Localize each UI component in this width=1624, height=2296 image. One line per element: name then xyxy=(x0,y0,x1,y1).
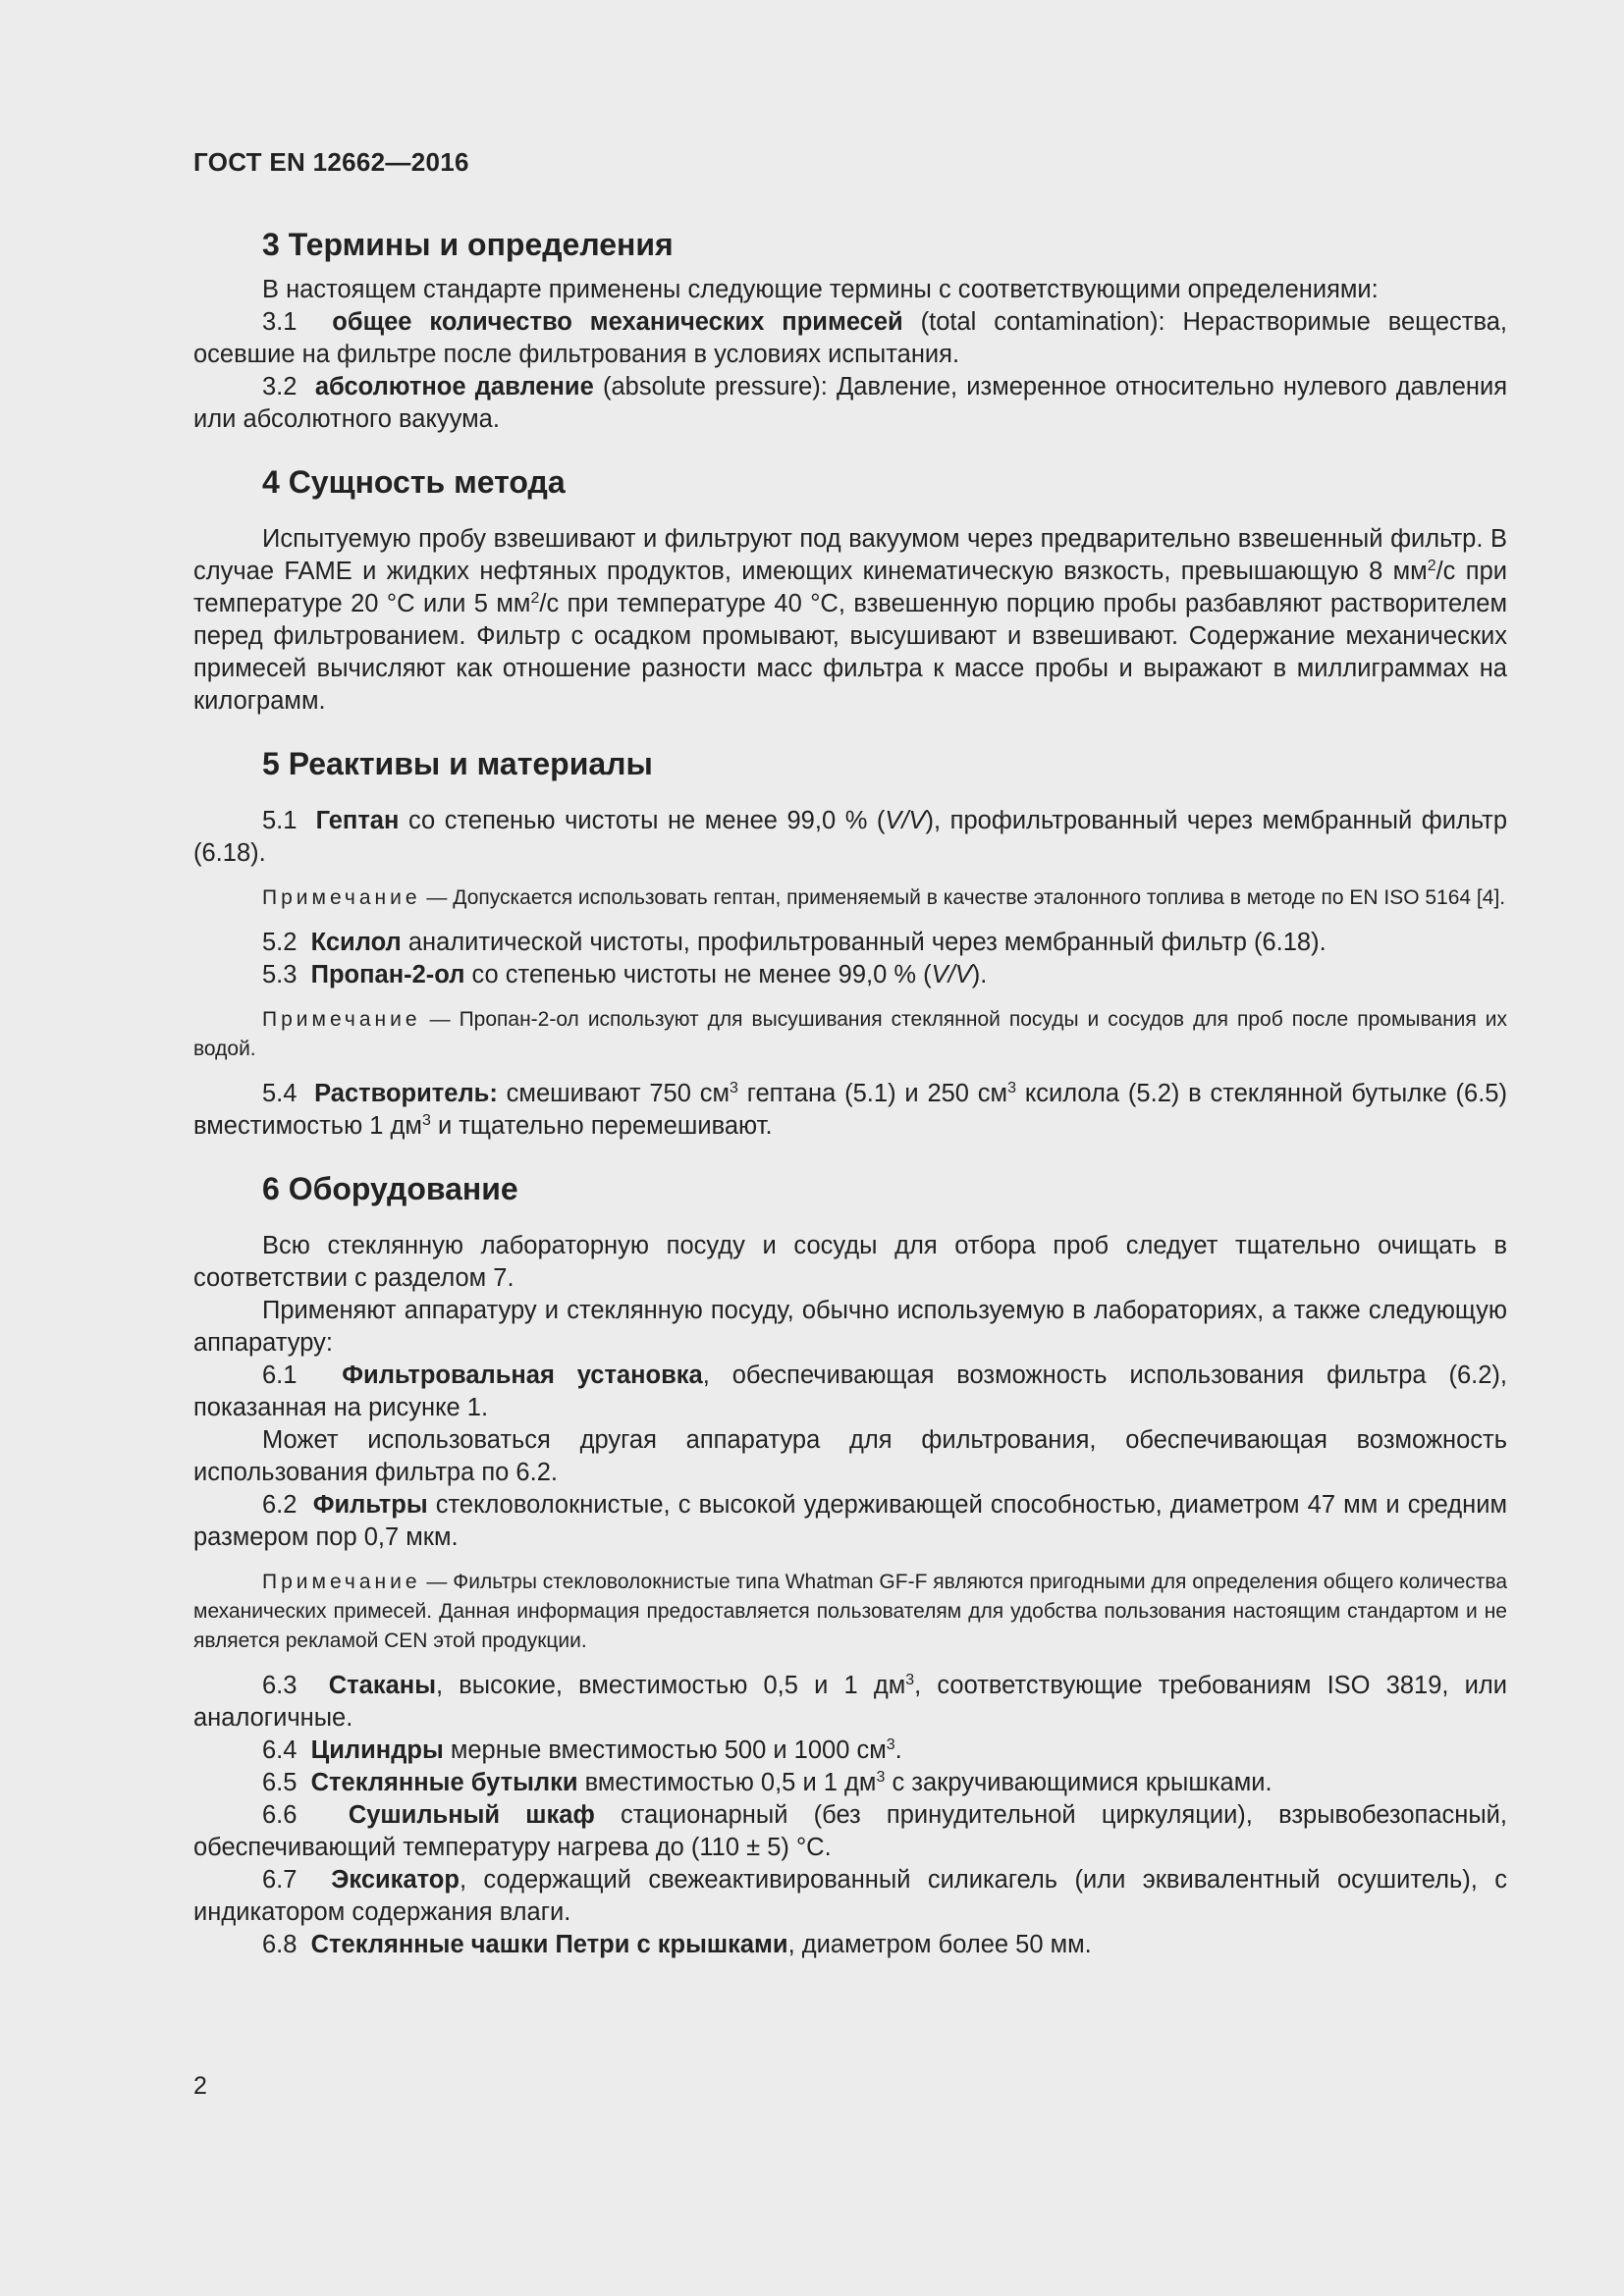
term-number: 3.2 xyxy=(262,373,298,400)
section-6-paragraph-2: Применяют аппаратуру и стеклянную посуду, обычно используемую в лабораториях, а также следующую аппаратуру: xyxy=(193,1297,1507,1357)
term-name: абсолютное давление xyxy=(314,373,594,400)
item-6-1: 6.1 Фильтровальная установка, обеспечивающая возможность использования фильтра (6.2), показанная на рисунке 1. xyxy=(193,1362,1507,1421)
item-6-7: 6.7 Эксикатор, содержащий свежеактивированный силикагель (или эквивалентный осушитель), с индикатором содержания влаги. xyxy=(193,1866,1507,1926)
term-3-2 xyxy=(193,371,1507,436)
note-5-3: Примечание — Пропан-2-ол используют для высушивания стеклянной посуды и сосудов для проб после промывания их водой. xyxy=(193,1008,1508,1060)
item-5-1: 5.1 Гептан со степенью чистоты не менее 99,0 % (V/V), профильтрованный через мембранный фильтр (6.18). xyxy=(193,807,1508,867)
section-6-title: 6 Оборудование xyxy=(262,1171,518,1206)
section-3-intro: В настоящем стандарте применены следующие термины с соответствующими определениями: xyxy=(262,276,1379,303)
note-5-1: Примечание — Допускается использовать гептан, применяемый в качестве эталонного топлива в методе по EN ISO 5164 [4]. xyxy=(262,886,1506,909)
note-label: Примечание xyxy=(262,1571,421,1593)
page-number: 2 xyxy=(193,2072,207,2100)
section-5-title: 5 Реактивы и материалы xyxy=(262,746,653,781)
term-3-1 xyxy=(193,306,1507,371)
item-5-4: 5.4 Растворитель: смешивают 750 $см^3$ гептана (5.1) и 250 $см^3$ ксилола (5.2) в стеклянной бутылке (6.5) вместимостью 1 $дм^3$ и тщательно перемешивают. xyxy=(193,1080,1507,1140)
term-number: 3.1 xyxy=(262,308,298,336)
document-code: ГОСТ EN 12662—2016 xyxy=(193,147,469,177)
note-label: Примечание xyxy=(262,1008,421,1031)
section-3-title: 3 Термины и определения xyxy=(262,227,674,262)
section-6-paragraph-1: Всю стеклянную лабораторную посуду и сосуды для отбора проб следует тщательно очищать в соответствии с разделом 7. xyxy=(193,1232,1507,1292)
note-label: Примечание xyxy=(262,886,421,909)
item-5-3: 5.3 Пропан-2-ол со степенью чистоты не менее 99,0 % (V/V). xyxy=(262,961,988,988)
item-6-8: 6.8 Стеклянные чашки Петри с крышками, диаметром более 50 мм. xyxy=(262,1931,1092,1958)
note-6-2: Примечание — Фильтры стекловолокнистые типа Whatman GF-F являются пригодными для определения общего количества механических примесей. Данная информация предоставляется пользователям для удобства пользования настоящим стандартом и не является рекламой CEN этой продукции. xyxy=(193,1571,1507,1652)
page-content xyxy=(193,225,1507,1961)
item-6-5: 6.5 Стеклянные бутылки вместимостью 0,5 и 1 $дм^3$ с закручивающимися крышками. xyxy=(262,1769,1272,1796)
section-4-title: 4 Сущность метода xyxy=(262,464,566,500)
term-definition: (total contamination): Нерастворимые вещества, осевшие на фильтре после фильтрования в условиях испытания. xyxy=(193,308,1507,368)
section-6-paragraph-3: Может использоваться другая аппаратура для фильтрования, обеспечивающая возможность использования фильтра по 6.2. xyxy=(193,1426,1507,1486)
section-4-paragraph: Испытуемую пробу взвешивают и фильтруют под вакуумом через предварительно взвешенный фильтр. В случае FAME и жидких нефтяных продуктов, имеющих кинематическую вязкость, превышающую 8 $мм^2/с$ при температуре 20 °С или 5 $мм^2/с$ при температуре 40 °С, взвешенную порцию пробы разбавляют растворителем перед фильтрованием. Фильтр с осадком промывают, высушивают и взвешивают. Содержание механических примесей вычисляют как отношение разности масс фильтра к массе пробы и выражают в миллиграммах на килограмм. xyxy=(193,525,1508,715)
item-6-3: 6.3 Стаканы, высокие, вместимостью 0,5 и 1 $дм^3$, соответствующие требованиям ISO 3819, или аналогичные. xyxy=(193,1672,1507,1732)
term-definition: (absolute pressure): Давление, измеренное относительно нулевого давления или абсолютного вакуума. xyxy=(193,373,1508,433)
item-6-2: 6.2 Фильтры стекловолокнистые, с высокой удерживающей способностью, диаметром 47 мм и средним размером пор 0,7 мкм. xyxy=(193,1491,1507,1551)
item-6-4: 6.4 Цилиндры мерные вместимостью 500 и 1000 $см^3$. xyxy=(262,1736,902,1764)
item-5-2: 5.2 Ксилол аналитической чистоты, профильтрованный через мембранный фильтр (6.18). xyxy=(262,929,1326,956)
term-name: общее количество механических примесей xyxy=(332,308,903,336)
item-6-6: 6.6 Сушильный шкаф стационарный (без принудительной циркуляции), взрывобезопасный, обеспечивающий температуру нагрева до (110 ± 5) °С. xyxy=(193,1801,1507,1861)
